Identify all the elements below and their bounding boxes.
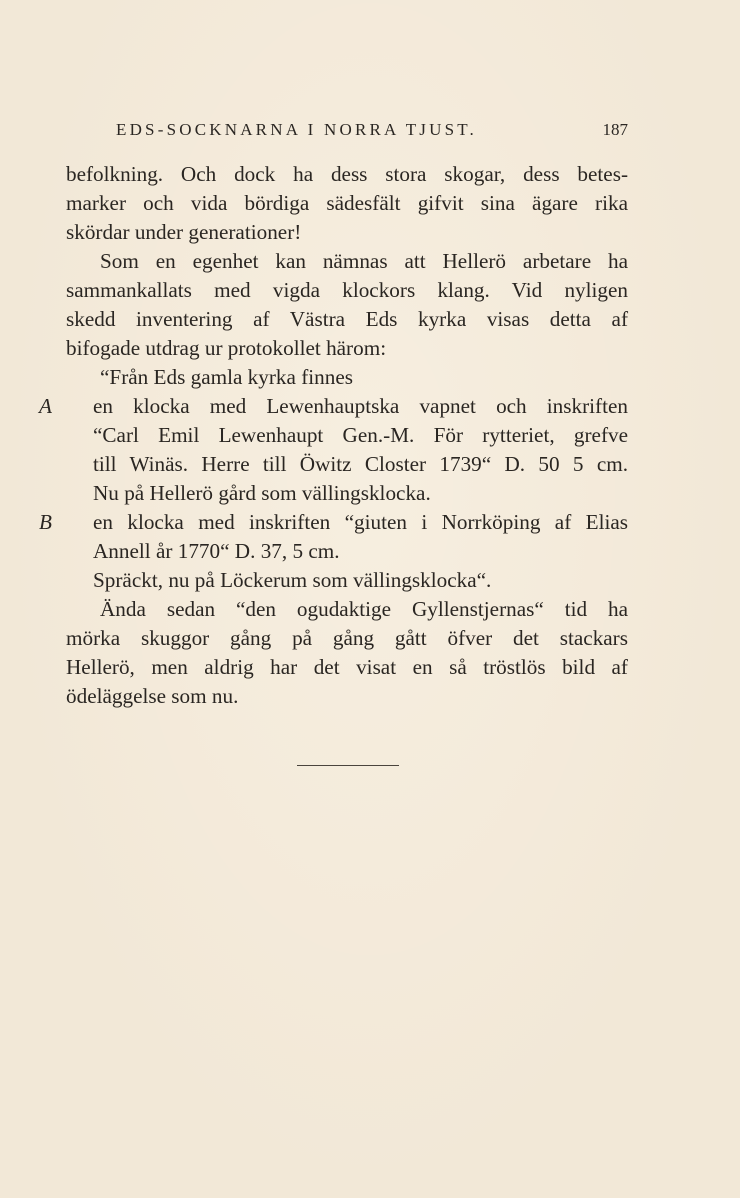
page-number: 187 (602, 120, 628, 139)
text-line-5: sammankallats med vigda klockors klang. Vid nyligen (66, 278, 628, 302)
text-line-17: mörka skuggor gång på gång gått öfver det stackars (66, 626, 628, 650)
text-line-19: ödeläggelse som nu. (66, 684, 239, 708)
text-line-1: befolkning. Och dock ha dess stora skogar, dess betes- (66, 162, 628, 186)
section-divider (297, 765, 399, 766)
text-line-2: marker och vida bördiga sädesfält gifvit sina ägare rika (66, 191, 628, 215)
entry-a (39, 392, 628, 508)
text-line-4: Som en egenhet kan nämnas att Hellerö arbetare ha (100, 249, 628, 273)
text-line-9: en klocka med Lewenhauptska vapnet och inskriften (93, 394, 628, 418)
text-line-14: Annell år 1770“ D. 37, 5 cm. (93, 539, 340, 563)
running-head-title: EDS-SOCKNARNA I NORRA TJUST. (116, 120, 478, 139)
text-line-15: Spräckt, nu på Löckerum som vällingsklocka“. (93, 568, 492, 592)
entry-b (39, 508, 628, 595)
running-head (66, 120, 628, 144)
text-line-7: bifogade utdrag ur protokollet härom: (66, 336, 387, 360)
text-line-16: Ända sedan “den ogudaktige Gyllenstjernas“ tid ha (100, 597, 628, 621)
text-line-12: Nu på Hellerö gård som vällingsklocka. (93, 481, 431, 505)
text-line-13: en klocka med inskriften “giuten i Norrköping af Elias (93, 510, 628, 534)
text-line-18: Hellerö, men aldrig har det visat en så tröstlös bild af (66, 655, 628, 679)
text-line-6: skedd inventering af Västra Eds kyrka visas detta af (66, 307, 628, 331)
text-line-10: “Carl Emil Lewenhaupt Gen.-M. För rytteriet, grefve (93, 423, 628, 447)
text-line-3: skördar under generationer! (66, 220, 302, 244)
entry-a-label: A (39, 394, 52, 418)
body-text (39, 160, 628, 711)
text-line-8: “Från Eds gamla kyrka finnes (100, 365, 353, 389)
text-line-11: till Winäs. Herre till Öwitz Closter 1739“ D. 50 5 cm. (93, 452, 628, 476)
entry-b-label: B (39, 510, 52, 534)
